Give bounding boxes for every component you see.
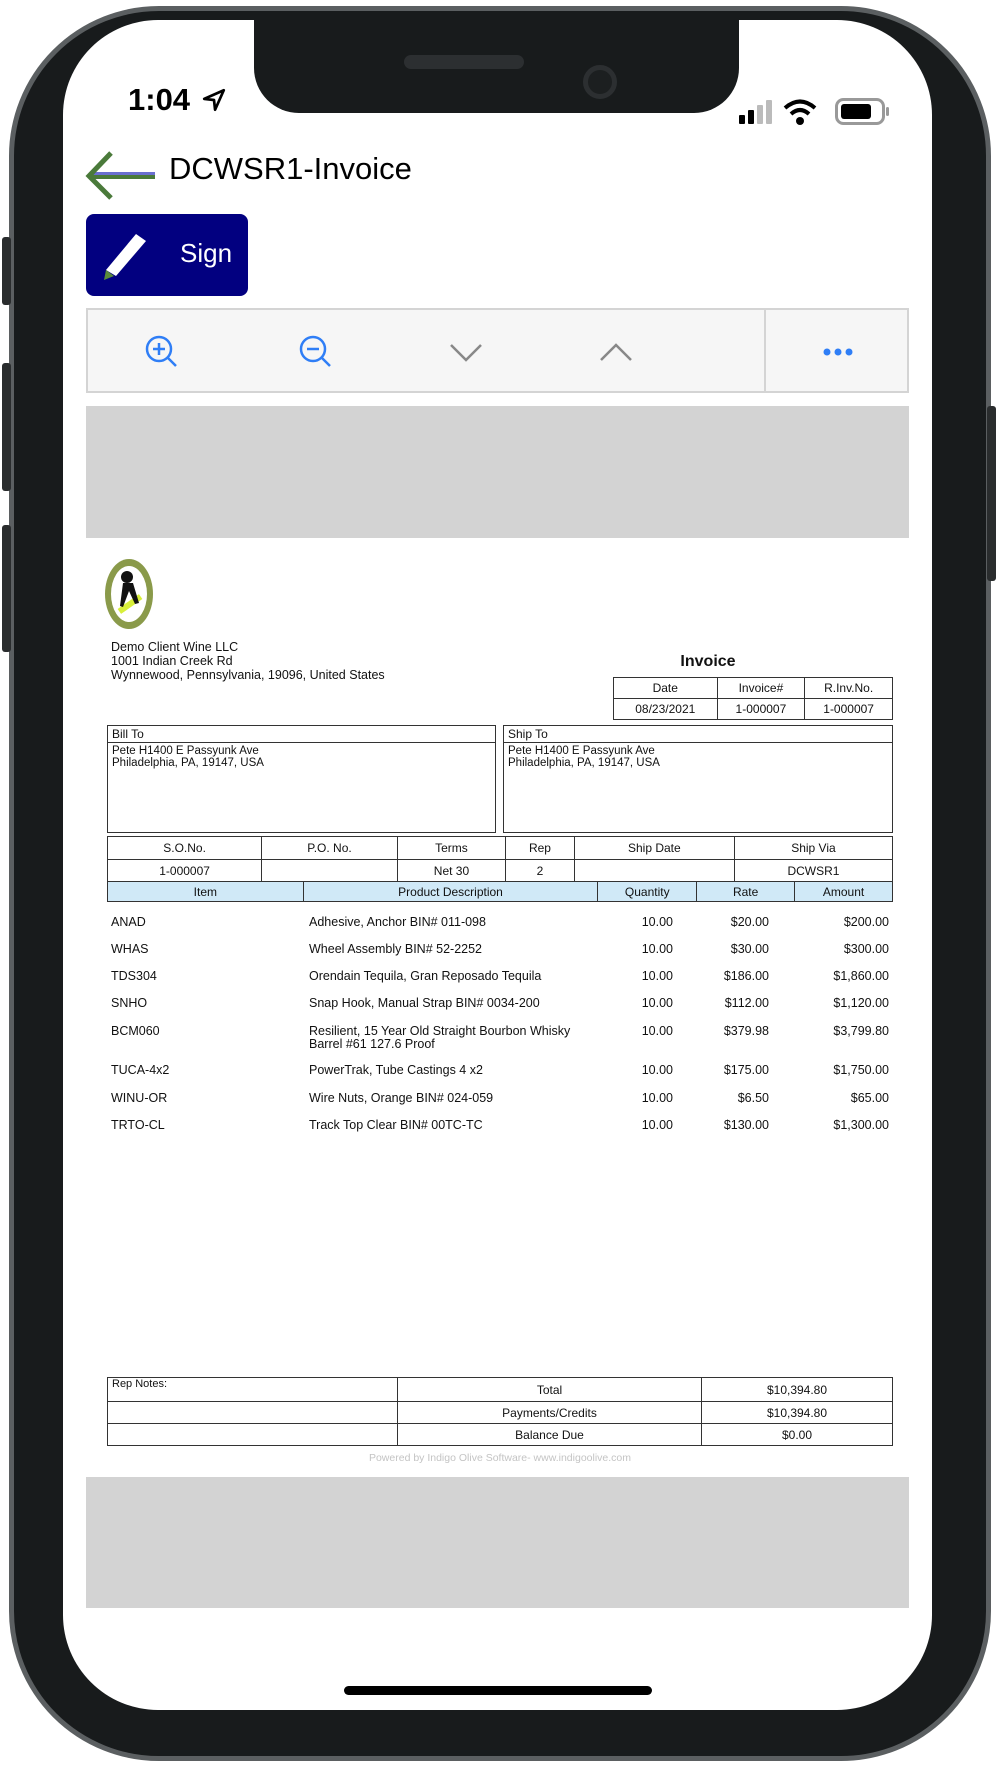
zoom-in-icon[interactable] — [142, 332, 182, 372]
item-row — [107, 1118, 893, 1144]
item-item: BCM060 — [111, 1024, 160, 1038]
item-column-header: Quantity — [598, 882, 697, 902]
item-amount: $200.00 — [843, 915, 889, 929]
order-header: Ship Date — [574, 837, 734, 860]
pdf-toolbar — [86, 308, 909, 393]
item-amount: $65.00 — [850, 1091, 889, 1105]
back-arrow-icon[interactable] — [85, 150, 157, 200]
item-qty: 10.00 — [641, 942, 673, 956]
ship-to-box — [503, 725, 893, 833]
item-amount: $1,750.00 — [833, 1063, 889, 1077]
item-rate: $379.98 — [723, 1024, 769, 1038]
item-desc: Track Top Clear BIN# 00TC-TC — [309, 1118, 483, 1132]
total-value: $10,394.80 — [702, 1378, 893, 1402]
item-desc: Orendain Tequila, Gran Reposado Tequila — [309, 969, 542, 983]
volume-down-button — [2, 525, 11, 652]
item-item: WINU-OR — [111, 1091, 168, 1105]
item-qty: 10.00 — [641, 1091, 673, 1105]
item-amount: $3,799.80 — [833, 1024, 889, 1038]
item-column-header: Rate — [697, 882, 795, 902]
item-qty: 10.00 — [641, 915, 673, 929]
item-desc2: Barrel #61 127.6 Proof — [309, 1037, 435, 1051]
zoom-out-icon[interactable] — [296, 332, 336, 372]
invoice-date: 08/23/2021 — [614, 699, 718, 720]
balance-label: Balance Due — [398, 1424, 702, 1446]
item-row — [107, 1091, 893, 1117]
item-qty: 10.00 — [641, 969, 673, 983]
balance-value: $0.00 — [702, 1424, 893, 1446]
item-desc: Snap Hook, Manual Strap BIN# 0034-200 — [309, 996, 540, 1010]
status-time: 1:04 — [128, 82, 191, 117]
item-row — [107, 1024, 893, 1050]
item-rate: $6.50 — [737, 1091, 769, 1105]
order-header: P.O. No. — [262, 837, 398, 860]
chevron-down-icon[interactable] — [446, 332, 486, 372]
signal-icon — [739, 100, 773, 124]
sign-button[interactable] — [86, 214, 248, 296]
payments-label: Payments/Credits — [398, 1402, 702, 1424]
powered-by-footer: Powered by Indigo Olive Software- www.indigoolive.com — [368, 1452, 632, 1464]
item-amount: $1,860.00 — [833, 969, 889, 983]
order-value: 1-000007 — [108, 860, 262, 882]
invoice-meta-table — [613, 677, 893, 720]
ship-to-line: Pete H1400 E Passyunk Ave — [508, 745, 655, 757]
bill-to-line: Pete H1400 E Passyunk Ave — [112, 745, 259, 757]
item-column-header: Item — [108, 882, 304, 902]
order-value — [262, 860, 398, 882]
notch — [254, 20, 739, 113]
item-desc: Resilient, 15 Year Old Straight Bourbon Whisky — [309, 1024, 571, 1038]
order-info-table — [107, 836, 893, 882]
power-button — [987, 406, 996, 581]
bill-to-line: Philadelphia, PA, 19147, USA — [112, 757, 264, 769]
order-header: S.O.No. — [108, 837, 262, 860]
page-gap-top — [86, 406, 909, 538]
rep-notes-label: Rep Notes: — [108, 1378, 398, 1402]
item-amount: $300.00 — [843, 942, 889, 956]
item-item: TUCA-4x2 — [111, 1063, 170, 1077]
item-row — [107, 969, 893, 995]
bill-to-label: Bill To — [108, 726, 495, 743]
page-gap-bottom — [86, 1477, 909, 1608]
company-name: Demo Client Wine LLC — [111, 640, 239, 654]
wifi-icon — [783, 98, 817, 126]
item-rate: $30.00 — [730, 942, 769, 956]
item-rate: $130.00 — [723, 1118, 769, 1132]
pencil-icon — [100, 232, 150, 282]
order-header: Ship Via — [734, 837, 892, 860]
item-rate: $186.00 — [723, 969, 769, 983]
totals-table — [107, 1377, 893, 1446]
order-header: Rep — [506, 837, 575, 860]
ship-to-line: Philadelphia, PA, 19147, USA — [508, 757, 660, 769]
item-column-header: Amount — [795, 882, 893, 902]
camera — [583, 65, 617, 99]
total-label: Total — [398, 1378, 702, 1402]
sign-label: Sign — [180, 238, 233, 268]
item-qty: 10.00 — [641, 1024, 673, 1038]
speaker — [404, 55, 524, 69]
company-city: Wynnewood, Pennsylvania, 19096, United States — [111, 668, 385, 682]
toolbar-divider — [764, 310, 766, 391]
item-qty: 10.00 — [641, 1063, 673, 1077]
location-arrow-icon — [201, 87, 227, 113]
item-qty: 10.00 — [641, 1118, 673, 1132]
order-value — [574, 860, 734, 882]
item-item: SNHO — [111, 996, 148, 1010]
item-amount: $1,120.00 — [833, 996, 889, 1010]
item-column-header: Product Description — [303, 882, 598, 902]
item-rate: $175.00 — [723, 1063, 769, 1077]
company-logo — [103, 557, 155, 631]
order-value: Net 30 — [397, 860, 505, 882]
item-row — [107, 942, 893, 968]
meta-header: Invoice# — [717, 678, 805, 699]
item-amount: $1,300.00 — [833, 1118, 889, 1132]
item-desc: Wheel Assembly BIN# 52-2252 — [309, 942, 483, 956]
order-header: Terms — [397, 837, 505, 860]
item-item: WHAS — [111, 942, 149, 956]
order-value: DCWSR1 — [734, 860, 892, 882]
item-row — [107, 915, 893, 941]
item-desc: PowerTrak, Tube Castings 4 x2 — [309, 1063, 483, 1077]
volume-up-button — [2, 363, 11, 491]
invoice-title: Invoice — [680, 653, 736, 670]
ship-to-label: Ship To — [504, 726, 892, 743]
item-rate: $20.00 — [730, 915, 769, 929]
item-row — [107, 1063, 893, 1089]
item-item: TDS304 — [111, 969, 157, 983]
bill-to-box — [107, 725, 496, 833]
chevron-up-icon[interactable] — [596, 332, 636, 372]
rinv-number: 1-000007 — [805, 699, 893, 720]
page-title: DCWSR1-Invoice — [169, 151, 412, 186]
items-header — [107, 881, 893, 902]
more-icon[interactable] — [818, 332, 858, 372]
item-item: ANAD — [111, 915, 146, 929]
meta-header: Date — [614, 678, 718, 699]
item-desc: Adhesive, Anchor BIN# 011-098 — [309, 915, 486, 929]
home-indicator[interactable] — [344, 1686, 652, 1695]
invoice-number: 1-000007 — [717, 699, 805, 720]
item-qty: 10.00 — [641, 996, 673, 1010]
company-address: 1001 Indian Creek Rd — [111, 654, 233, 668]
mute-switch — [2, 237, 11, 305]
item-desc: Wire Nuts, Orange BIN# 024-059 — [309, 1091, 494, 1105]
payments-value: $10,394.80 — [702, 1402, 893, 1424]
item-item: TRTO-CL — [111, 1118, 165, 1132]
meta-header: R.Inv.No. — [805, 678, 893, 699]
order-value: 2 — [506, 860, 575, 882]
battery-icon — [835, 98, 891, 126]
item-rate: $112.00 — [724, 996, 769, 1010]
item-row — [107, 996, 893, 1022]
screen — [63, 20, 932, 1710]
